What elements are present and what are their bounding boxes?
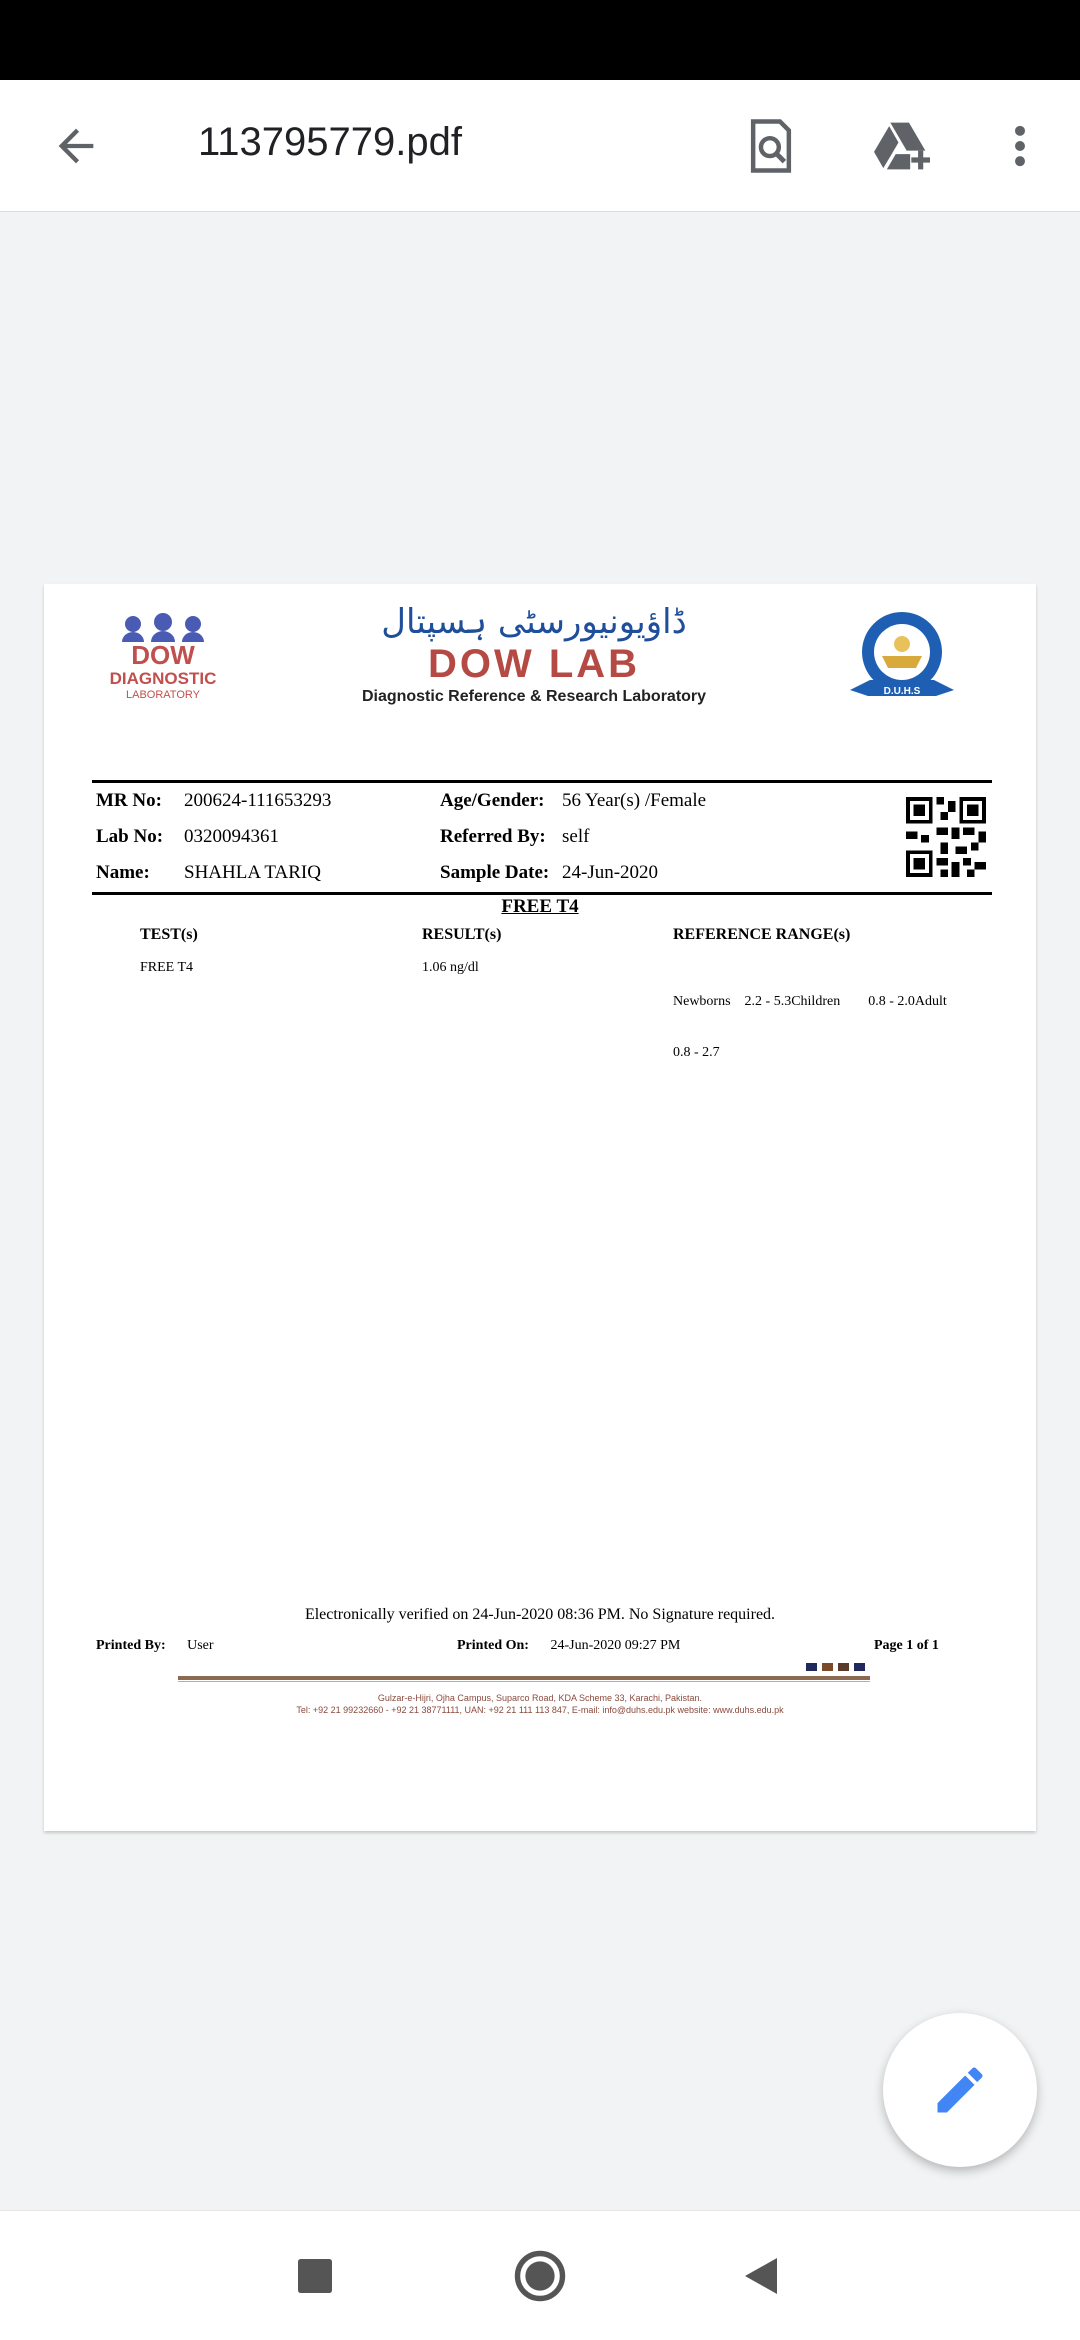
file-title: 113795779.pdf: [198, 120, 462, 164]
duhs-seal-logo: [842, 604, 962, 714]
footer-square: [854, 1663, 865, 1671]
footer-square: [838, 1663, 849, 1671]
page-count: Page 1 of 1: [874, 1638, 939, 1653]
dow-lab-header: [294, 602, 774, 712]
system-nav-bar: [0, 2210, 1080, 2340]
footer-square: [822, 1663, 833, 1671]
find-in-page-icon[interactable]: [735, 110, 807, 182]
add-to-drive-icon[interactable]: [866, 110, 938, 182]
dow-diagnostic-logo: [98, 608, 228, 708]
cell-reference-range: Newborns 2.2 - 5.3Children 0.8 - 2.0Adult 0.8 - 2.7: [673, 994, 947, 1060]
footer-rule: [178, 1676, 870, 1680]
lab-subtitle: Diagnostic Reference & Research Laboratory: [361, 688, 707, 705]
printed-by: Printed By: User: [96, 1638, 214, 1653]
more-vert-icon[interactable]: [984, 110, 1056, 182]
pdf-page[interactable]: [44, 584, 1036, 1831]
printed-on: Printed On: 24-Jun-2020 09:27 PM: [457, 1638, 681, 1653]
sample-date: Sample Date: 24-Jun-2020: [440, 862, 659, 883]
svg-text:D.U.H.S: D.U.H.S: [883, 686, 921, 697]
home-circle-icon[interactable]: [510, 2246, 570, 2306]
svg-text:DOW: DOW: [131, 640, 195, 670]
mr-number: MR No: 200624-111653293: [96, 790, 332, 811]
back-triangle-icon[interactable]: [731, 2246, 791, 2306]
lab-name: DOW LAB: [427, 642, 641, 686]
qr-code: [906, 797, 986, 877]
header-result: RESULT(s): [422, 926, 502, 943]
contact-line: Tel: +92 21 99232660 - +92 21 38771111, UAN: +92 21 111 113 847, E-mail: info@duhs.edu.pk website: www.duhs.edu.pk: [296, 1705, 784, 1715]
status-bar: [0, 0, 1080, 80]
cell-result: 1.06 ng/dl: [422, 960, 479, 975]
footer-square: [806, 1663, 817, 1671]
lab-number: Lab No: 0320094361: [96, 826, 279, 847]
section-title: FREE T4: [501, 896, 579, 917]
header-test: TEST(s): [140, 926, 198, 943]
app-bar: [0, 80, 1080, 212]
info-bottom-rule: [92, 892, 992, 895]
urdu-title: ڈاؤیونیورسٹی ہسپتال: [381, 602, 687, 642]
verification-note: Electronically verified on 24-Jun-2020 08:36 PM. No Signature required.: [304, 1606, 776, 1623]
edit-button[interactable]: [883, 2013, 1037, 2167]
back-arrow-icon[interactable]: [40, 110, 112, 182]
patient-name: Name: SHAHLA TARIQ: [96, 862, 321, 883]
footer-rule-thin: [178, 1681, 870, 1682]
recents-square-icon[interactable]: [285, 2246, 345, 2306]
svg-text:DIAGNOSTIC: DIAGNOSTIC: [109, 669, 217, 688]
referred-by: Referred By: self: [440, 826, 590, 847]
address-line: Gulzar-e-Hijri, Ojha Campus, Suparco Road, KDA Scheme 33, Karachi, Pakistan.: [377, 1693, 703, 1703]
age-gender: Age/Gender: 56 Year(s) /Female: [440, 790, 707, 811]
info-top-rule: [92, 780, 992, 783]
header-reference-range: REFERENCE RANGE(s): [673, 926, 851, 943]
edit-pencil-icon: [930, 2060, 990, 2120]
cell-test: FREE T4: [140, 960, 194, 975]
svg-text:LABORATORY: LABORATORY: [126, 689, 200, 701]
